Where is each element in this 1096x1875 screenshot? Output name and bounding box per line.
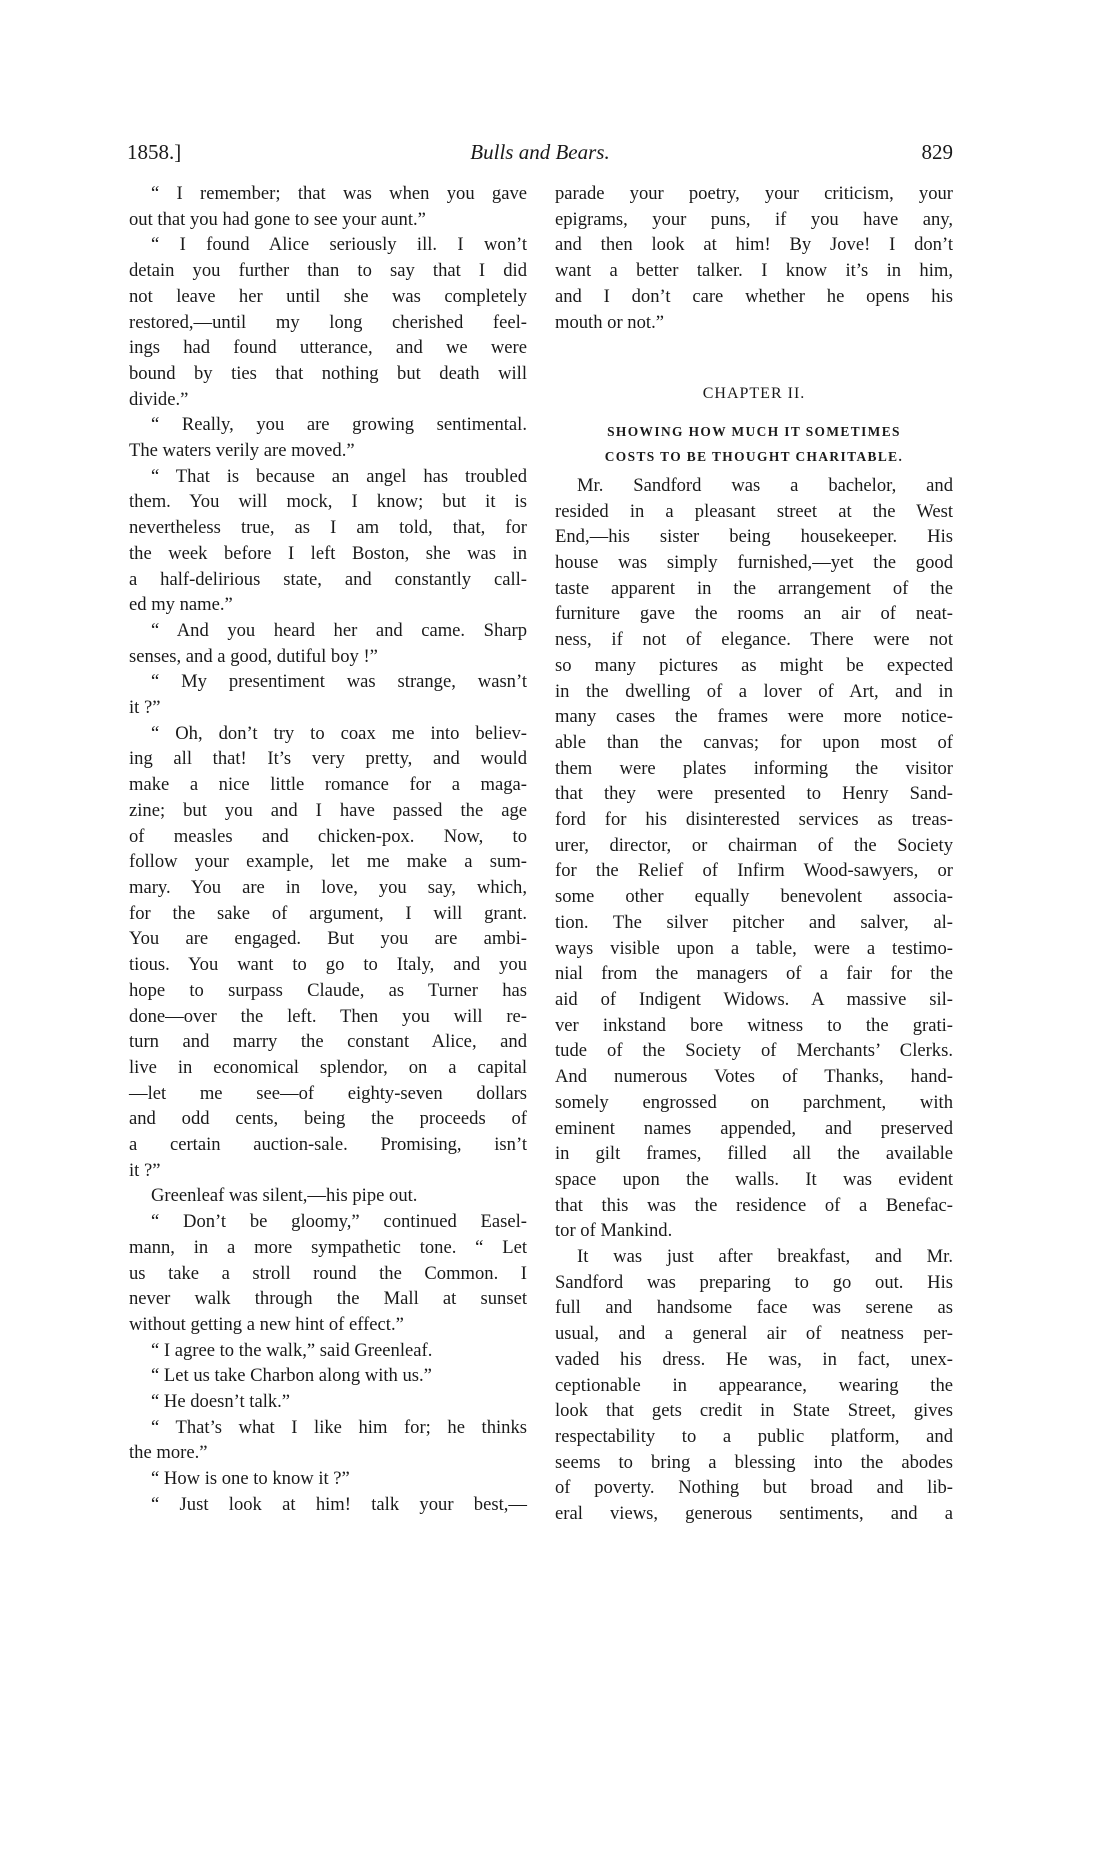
text-line: detain you further than to say that I did xyxy=(129,260,527,282)
text-line: mary. You are in love, you say, which, xyxy=(129,876,527,898)
chapter-subtitle-line-2: COSTS TO BE THOUGHT CHARITABLE. xyxy=(604,448,904,464)
text-line: zine; but you and I have passed the age xyxy=(129,799,527,821)
text-line: And numerous Votes of Thanks, hand- xyxy=(555,1066,953,1088)
text-line: live in economical splendor, on a capital xyxy=(129,1056,527,1078)
text-line: a certain auction-sale. Promising, isn’t xyxy=(129,1134,527,1156)
text-line: done—over the left. Then you will re- xyxy=(129,1005,527,1027)
text-line: for the sake of argument, I will grant. xyxy=(129,902,527,924)
text-line: “ That’s what I like him for; he thinks xyxy=(151,1416,527,1438)
text-line: tious. You want to go to Italy, and you xyxy=(129,954,527,976)
text-line: tor of Mankind. xyxy=(555,1220,673,1242)
chapter-subtitle-line-1: SHOWING HOW MUCH IT SOMETIMES xyxy=(607,423,901,439)
page-number: 829 xyxy=(921,140,953,164)
text-line: it ?” xyxy=(129,1159,161,1181)
right-column-continuation xyxy=(555,181,953,335)
text-line: It was just after breakfast, and Mr. xyxy=(577,1246,953,1268)
text-line: “ Oh, don’t try to coax me into believ- xyxy=(151,722,527,744)
text-line: epigrams, your puns, if you have any, xyxy=(555,208,953,230)
text-line: seems to bring a blessing into the abodes xyxy=(555,1451,953,1473)
text-line: “ My presentiment was strange, wasn’t xyxy=(151,671,527,693)
text-line: usual, and a general air of neatness per- xyxy=(555,1323,953,1345)
text-line: able than the canvas; for upon most of xyxy=(555,731,953,753)
text-line: “ Just look at him! talk your best,— xyxy=(151,1493,527,1515)
text-line: never walk through the Mall at sunset xyxy=(129,1288,527,1310)
text-line: and then look at him! By Jove! I don’t xyxy=(555,234,953,256)
text-line: many cases the frames were more notice- xyxy=(555,706,953,728)
text-line: tion. The silver pitcher and salver, al- xyxy=(555,911,953,933)
text-line: in gilt frames, filled all the available xyxy=(555,1143,953,1165)
text-line: nevertheless true, as I am told, that, for xyxy=(129,517,527,539)
text-line: “ Don’t be gloomy,” continued Easel- xyxy=(151,1211,527,1233)
text-line: that they were presented to Henry Sand- xyxy=(555,783,953,805)
text-line: bound by ties that nothing but death will xyxy=(129,362,527,384)
chapter-heading: CHAPTER II. xyxy=(702,385,806,403)
text-line: “ I agree to the walk,” said Greenleaf. xyxy=(151,1339,433,1361)
text-line: out that you had gone to see your aunt.” xyxy=(129,208,426,230)
text-line: “ How is one to know it ?” xyxy=(151,1468,350,1490)
text-line: it ?” xyxy=(129,697,161,719)
text-line: urer, director, or chairman of the Society xyxy=(555,834,953,856)
text-line: mouth or not.” xyxy=(555,311,664,333)
text-line: eral views, generous sentiments, and a xyxy=(555,1503,953,1525)
text-line: the week before I left Boston, she was in xyxy=(129,542,527,564)
text-line: want a better talker. I know it’s in him, xyxy=(555,260,953,282)
text-line: “ He doesn’t talk.” xyxy=(151,1391,291,1413)
text-line: some other equally benevolent associa- xyxy=(555,886,953,908)
text-line: without getting a new hint of effect.” xyxy=(129,1313,404,1335)
chapter-body xyxy=(555,473,953,1527)
text-line: make a nice little romance for a maga- xyxy=(129,774,527,796)
text-line: Mr. Sandford was a bachelor, and xyxy=(577,474,953,496)
text-line: “ I found Alice seriously ill. I won’t xyxy=(151,234,527,256)
text-line: look that gets credit in State Street, gives xyxy=(555,1400,953,1422)
text-line: ways visible upon a table, were a testimo- xyxy=(555,937,953,959)
text-line: “ I remember; that was when you gave xyxy=(151,183,527,204)
text-line: respectability to a public platform, and xyxy=(555,1425,953,1447)
text-line: mann, in a more sympathetic tone. “ Let xyxy=(129,1236,527,1258)
text-line: “ Really, you are growing sentimental. xyxy=(151,414,527,436)
text-line: them were plates informing the visitor xyxy=(555,757,953,779)
text-line: in the dwelling of a lover of Art, and in xyxy=(555,680,953,702)
text-line: End,—his sister being housekeeper. His xyxy=(555,526,953,548)
chapter-subtitle xyxy=(555,419,953,469)
text-line: full and handsome face was serene as xyxy=(555,1297,953,1319)
text-line: that this was the residence of a Benefac- xyxy=(555,1194,953,1216)
text-line: senses, and a good, dutiful boy !” xyxy=(129,645,378,667)
text-line: space upon the walls. It was evident xyxy=(555,1168,953,1190)
text-line: us take a stroll round the Common. I xyxy=(129,1262,527,1284)
text-line: somely engrossed on parchment, with xyxy=(555,1091,953,1113)
text-line: Sandford was preparing to go out. His xyxy=(555,1271,953,1293)
text-line: parade your poetry, your criticism, your xyxy=(555,183,953,204)
text-line: house was simply furnished,—yet the good xyxy=(555,552,953,574)
text-line: ing all that! It’s very pretty, and would xyxy=(129,748,527,770)
text-line: and I don’t care whether he opens his xyxy=(555,285,953,307)
text-line: them. You will mock, I know; but it is xyxy=(129,491,527,513)
text-line: furniture gave the rooms an air of neat- xyxy=(555,603,953,625)
text-line: a half-delirious state, and constantly call- xyxy=(129,568,527,590)
text-line: “ That is because an angel has troubled xyxy=(151,465,527,487)
text-line: and odd cents, being the proceeds of xyxy=(129,1108,527,1130)
text-line: so many pictures as might be expected xyxy=(555,654,953,676)
text-line: nial from the managers of a fair for the xyxy=(555,963,953,985)
text-line: restored,—until my long cherished feel- xyxy=(129,311,527,333)
text-line: turn and marry the constant Alice, and xyxy=(129,1031,527,1053)
text-line: Greenleaf was silent,—his pipe out. xyxy=(151,1185,418,1207)
text-line: for the Relief of Infirm Wood-sawyers, or xyxy=(555,860,953,882)
text-line: resided in a pleasant street at the West xyxy=(555,500,953,522)
text-line: ness, if not of elegance. There were not xyxy=(555,629,953,651)
text-line: hope to surpass Claude, as Turner has xyxy=(129,979,527,1001)
text-line: the more.” xyxy=(129,1442,208,1464)
text-line: ceptionable in appearance, wearing the xyxy=(555,1374,953,1396)
text-line: ford for his disinterested services as treas- xyxy=(555,809,953,831)
text-line: “ Let us take Charbon along with us.” xyxy=(151,1365,432,1387)
text-line: ed my name.” xyxy=(129,594,233,616)
text-line: taste apparent in the arrangement of the xyxy=(555,577,953,599)
right-column xyxy=(555,181,953,1527)
text-line: aid of Indigent Widows. A massive sil- xyxy=(555,988,953,1010)
text-line: tude of the Society of Merchants’ Clerks. xyxy=(555,1040,953,1062)
text-line: not leave her until she was completely xyxy=(129,285,527,307)
text-line: ver inkstand bore witness to the grati- xyxy=(555,1014,953,1036)
text-line: of poverty. Nothing but broad and lib- xyxy=(555,1477,953,1499)
text-line: divide.” xyxy=(129,388,189,410)
running-header xyxy=(127,140,953,170)
left-column xyxy=(129,181,527,1518)
text-line: “ And you heard her and came. Sharp xyxy=(151,619,527,641)
text-line: vaded his dress. He was, in fact, unex- xyxy=(555,1348,953,1370)
text-line: You are engaged. But you are ambi- xyxy=(129,928,527,950)
text-line: The waters verily are moved.” xyxy=(129,440,355,462)
text-line: ings had found utterance, and we were xyxy=(129,337,527,359)
text-line: of measles and chicken-pox. Now, to xyxy=(129,825,527,847)
text-line: —let me see—of eighty-seven dollars xyxy=(129,1082,527,1104)
header-title: Bulls and Bears. xyxy=(470,140,610,164)
header-year: 1858.] xyxy=(127,140,182,164)
text-line: eminent names appended, and preserved xyxy=(555,1117,953,1139)
text-line: follow your example, let me make a sum- xyxy=(129,851,527,873)
